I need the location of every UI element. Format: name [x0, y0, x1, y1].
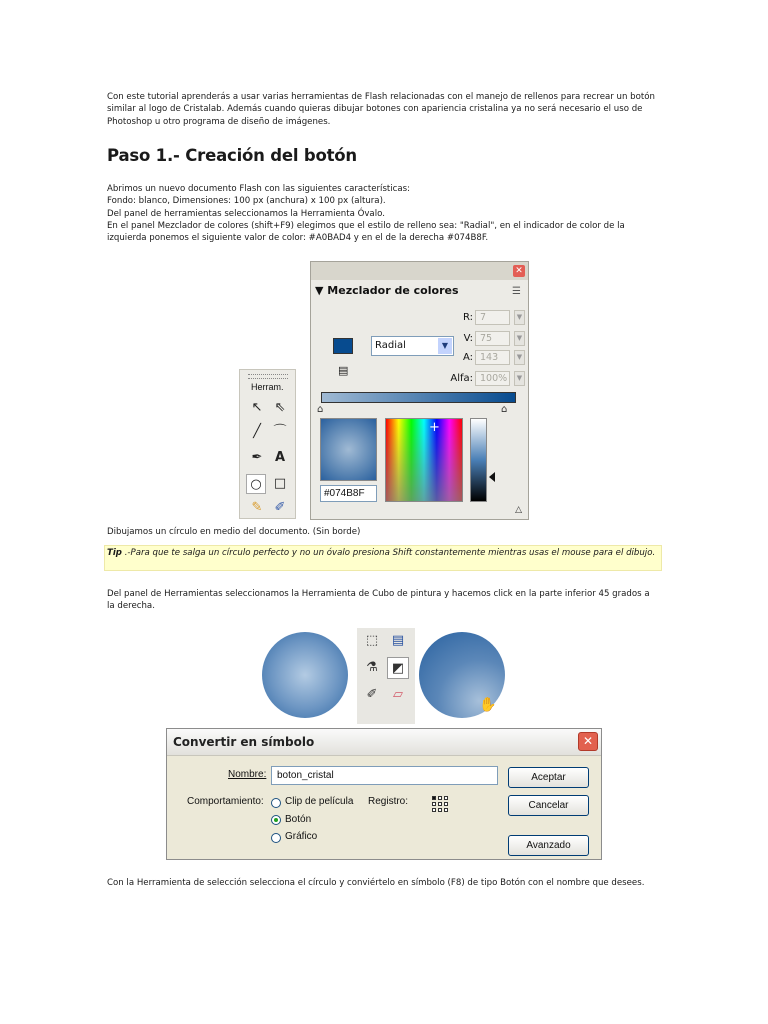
paso1-line: Fondo: blanco, Dimensiones: 100 px (anchura) x 100 px (altura).	[107, 196, 386, 207]
color-mixer-panel	[310, 261, 529, 520]
radio-clip-label[interactable]: Clip de película	[285, 796, 354, 807]
fill-color-swatch[interactable]	[333, 338, 353, 354]
left-color-pointer[interactable]: ⌂	[317, 404, 324, 415]
brightness-pointer[interactable]	[489, 472, 495, 482]
fill-type-value: Radial	[375, 340, 406, 351]
a-field[interactable]: 143	[475, 350, 510, 365]
paint-bucket-icon[interactable]: ◩	[387, 657, 409, 679]
v-label: V:	[463, 333, 473, 344]
gradient-bar[interactable]	[321, 392, 516, 403]
dialog-titlebar	[167, 729, 601, 756]
tip-paragraph	[107, 547, 659, 559]
fill-type-select[interactable]	[371, 336, 454, 356]
cancelar-button[interactable]: Cancelar	[508, 795, 589, 816]
brush-tool-icon[interactable]: ✐	[274, 500, 286, 515]
avanzado-button[interactable]: Avanzado	[508, 835, 589, 856]
registration-grid[interactable]	[432, 796, 450, 814]
color-spectrum-picker[interactable]	[385, 418, 463, 502]
cubo-paragraph: Del panel de Herramientas seleccionamos la Herramienta de Cubo de pintura y hacemos click en la parte inferior 45 grados a la derecha.	[107, 589, 650, 612]
paint-tools-panel	[357, 628, 415, 724]
chevron-down-icon[interactable]: ▼	[438, 338, 452, 354]
v-field[interactable]: 75	[475, 331, 510, 346]
dialog-title: Convertir en símbolo	[173, 735, 315, 749]
radio-clip[interactable]	[271, 798, 281, 808]
panel-menu-icon[interactable]: ☰	[512, 286, 521, 297]
ink-bottle-icon[interactable]: ⚗	[366, 660, 378, 675]
pencil-tool-icon[interactable]: ✎	[251, 500, 263, 515]
final-paragraph: Con la Herramienta de selección selecciona el círculo y conviértelo en símbolo (F8) de tipo Botón con el nombre que desees.	[107, 878, 645, 888]
tip-label: Tip	[107, 548, 122, 558]
tip-text: .-Para que te salga un círculo perfecto y no un óvalo presiona Shift constantemente mientras usas el mouse para el dibujo.	[121, 548, 656, 558]
radio-grafico-label[interactable]: Gráfico	[285, 831, 318, 842]
arrow-tool-icon[interactable]: ↖	[251, 400, 263, 415]
convert-symbol-dialog	[166, 728, 602, 860]
r-label: R:	[462, 312, 473, 323]
rectangle-tool-icon[interactable]: □	[273, 476, 287, 491]
text-tool-icon[interactable]: A	[274, 450, 286, 465]
mixer-title[interactable]: ▼ Mezclador de colores	[315, 284, 459, 297]
registro-label: Registro:	[368, 796, 409, 807]
tools-panel	[239, 369, 296, 519]
close-icon[interactable]: ✕	[578, 732, 598, 751]
chevron-down-icon[interactable]: ▼	[514, 350, 525, 365]
line-tool-icon[interactable]: ╱	[253, 424, 261, 439]
lasso-tool-icon[interactable]: ⌒	[273, 424, 287, 439]
panel-grip[interactable]	[248, 374, 288, 379]
alfa-label: Alfa:	[450, 373, 473, 384]
subselect-tool-icon[interactable]: ⇖	[274, 400, 286, 415]
chevron-down-icon[interactable]: ▼	[514, 310, 525, 325]
panel-titlebar	[311, 262, 528, 280]
paint-bucket-icon[interactable]: ▤	[338, 364, 349, 377]
chevron-down-icon[interactable]: ▼	[514, 331, 525, 346]
pen-tool-icon[interactable]: ✒	[251, 450, 263, 465]
paso1-line: Del panel de herramientas seleccionamos la Herramienta Óvalo.	[107, 208, 385, 219]
dibujamos-paragraph: Dibujamos un círculo en medio del documento. (Sin borde)	[107, 527, 361, 537]
r-field[interactable]: 7	[475, 310, 510, 325]
brightness-slider[interactable]	[470, 418, 487, 502]
bucket-cursor-icon: ✋	[479, 697, 497, 713]
collapse-icon[interactable]: △	[515, 505, 522, 515]
oval-tool-icon[interactable]: ○	[246, 474, 266, 494]
eraser-icon[interactable]: ▱	[393, 687, 403, 702]
fill-transform-icon[interactable]: ▤	[391, 633, 405, 648]
aceptar-button[interactable]: Aceptar	[508, 767, 589, 788]
paso1-line: Abrimos un nuevo documento Flash con las siguientes características:	[107, 184, 411, 194]
paso1-line: En el panel Mezclador de colores (shift+F9) elegimos que el estilo de relleno sea: "Radial", en el indicador de color de la izquierda ponemos el siguiente valor de color: #A0BAD4 y en el de la derecha #074B8F.	[107, 220, 625, 244]
intro-paragraph: Con este tutorial aprenderás a usar varias herramientas de Flash relacionadas con el manejo de rellenos para recrear un botón similar al logo de Cristalab. Además cuando quieras dibujar botones con apariencia cristalina ya no será necesario el uso de Photoshop u otro programa de diseño de imágenes.	[107, 92, 655, 127]
alfa-field[interactable]: 100%	[475, 371, 510, 386]
free-transform-icon[interactable]: ⬚	[365, 633, 379, 648]
a-label: A:	[462, 352, 473, 363]
hex-color-field[interactable]: #074B8F	[320, 485, 377, 502]
circle-before	[262, 632, 348, 718]
right-color-pointer[interactable]: ⌂	[501, 404, 508, 415]
gradient-preview	[320, 418, 377, 481]
tools-panel-title: Herram.	[251, 382, 284, 392]
crosshair-icon: +	[429, 420, 440, 435]
nombre-input[interactable]: boton_cristal	[271, 766, 498, 785]
comportamiento-label: Comportamiento:	[187, 796, 264, 807]
radio-grafico[interactable]	[271, 833, 281, 843]
eyedropper-icon[interactable]: ✐	[366, 687, 378, 702]
radio-boton-label[interactable]: Botón	[285, 814, 312, 825]
nombre-label: Nombre:	[228, 769, 267, 780]
close-icon[interactable]: ✕	[513, 265, 525, 277]
page-title: Paso 1.- Creación del botón	[107, 146, 357, 165]
radio-boton[interactable]	[271, 815, 281, 825]
paso1-paragraph	[107, 183, 655, 244]
chevron-down-icon[interactable]: ▼	[514, 371, 525, 386]
